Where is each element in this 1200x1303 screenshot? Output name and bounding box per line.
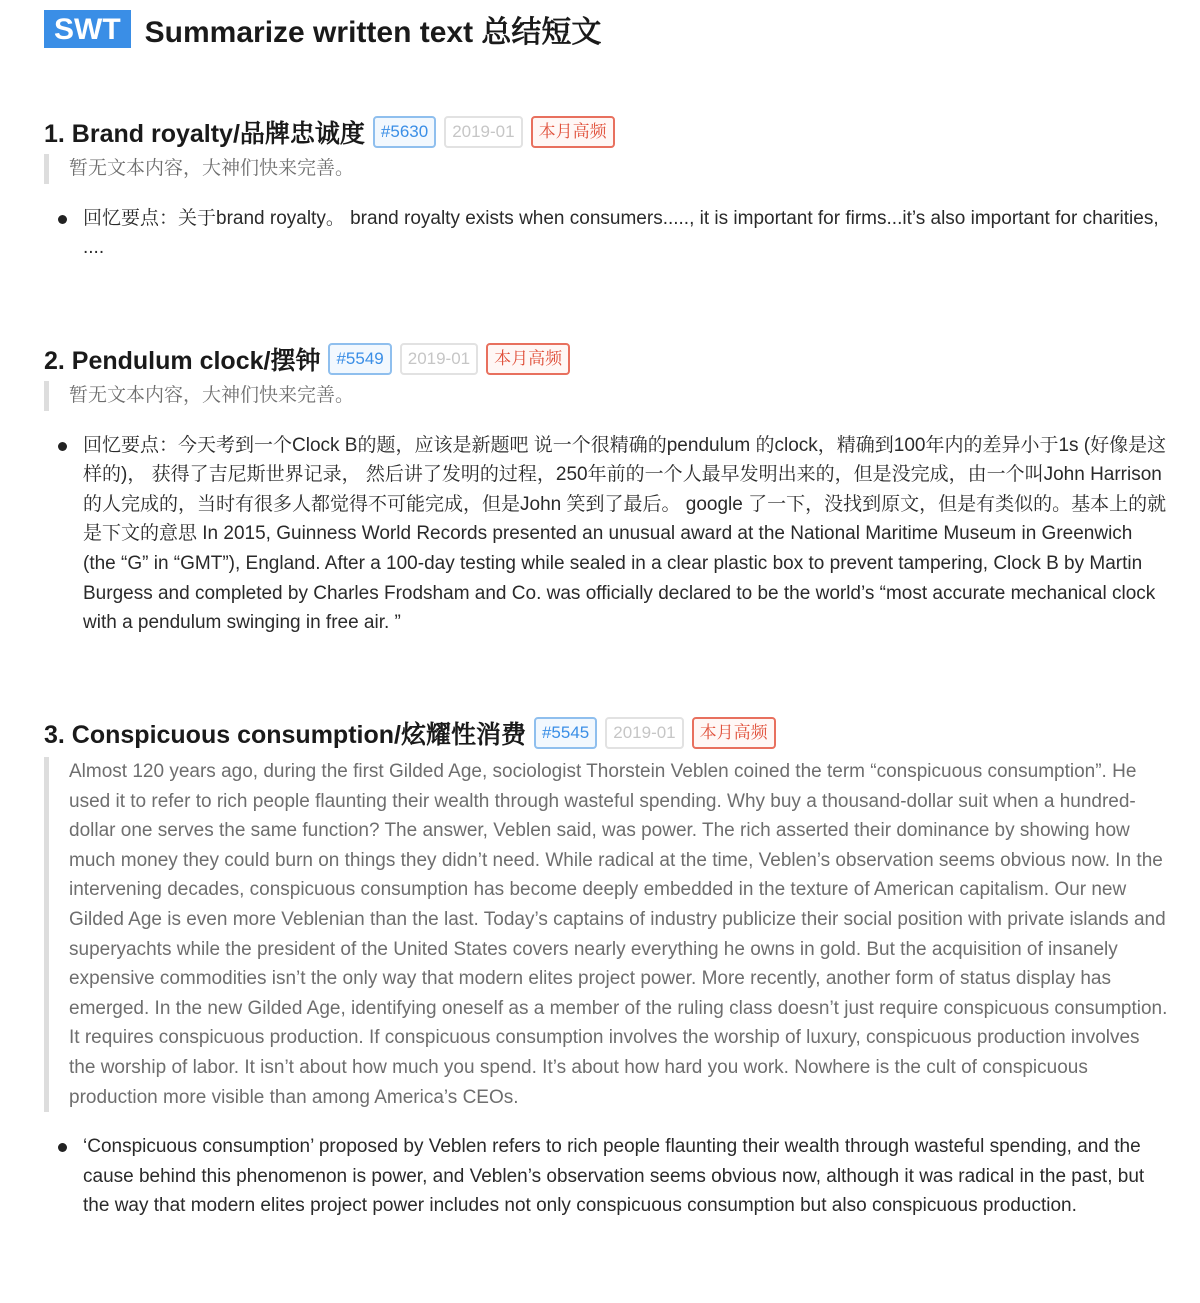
list-item [44,431,1169,638]
bullet-icon [58,1143,67,1152]
question-header [44,341,1169,377]
question-id-tag[interactable]: #5630 [373,116,436,148]
note-text: 回忆要点：今天考到一个Clock B的题，应该是新题吧 说一个很精确的pendulum 的clock，精确到100年内的差异小于1s (好像是这样的)， 获得了吉尼斯世界记录， 然后讲了发明的过程，250年前的一个人最早发明出来的，但是没完成，由一个叫John Harrison的人完成的，当时有很多人都觉得不可能完成，但是John 笑到了最后。 google 了一下，没找到原文，但是有类似的。基本上的就是下文的意思 In 2015, Guinness World Records presented an unusual award at the National Maritime Museum in Greenwich (the “G” in “GMT”), England. After a 100-day testing while sealed in a clear plastic box to prevent tampering, Clock B by Martin Burgess and completed by Charles Frodsham and Co. was officially declared to be the world’s “most accurate mechanical clock with a pendulum swinging in free air. ” [83,434,1167,634]
notes-list [44,1132,1169,1221]
question-id-tag[interactable]: #5549 [328,343,391,375]
page-title: Summarize written text 总结短文 [144,16,602,49]
question-section [44,114,1169,263]
bullet-icon [58,442,67,451]
source-text-quote: 暂无文本内容，大神们快来完善。 [44,381,1169,411]
page-header [44,7,601,51]
question-section [44,341,1169,638]
date-tag: 2019-01 [400,343,478,375]
notes-list [44,204,1169,263]
question-header [44,715,1169,751]
source-text-quote: Almost 120 years ago, during the first Gilded Age, sociologist Thorstein Veblen coined the term “conspicuous consumption”. He used it to refer to rich people flaunting their wealth through wasteful spending. Why buy a thousand-dollar suit when a hundred-dollar one serves the same function? The answer, Veblen said, was power. The rich asserted their dominance by showing how much money they could burn on things they didn’t need. While radical at the time, Veblen’s observation seems obvious now. In the intervening decades, conspicuous consumption has become deeply embedded in the texture of American capitalism. Our new Gilded Age is even more Veblenian than the last. Today’s captains of industry publicize their social position with private islands and superyachts while the president of the United States covers nearly everything he owns in gold. But the acquisition of insanely expensive commodities isn’t the only way that modern elites project power. More recently, another form of status display has emerged. In the new Gilded Age, identifying oneself as a member of the ruling class doesn’t just require conspicuous consumption. It requires conspicuous production. If conspicuous consumption involves the worship of luxury, conspicuous production involves the worship of labor. It isn’t about how much you spend. It’s about how hard you work. Nowhere is the cult of conspicuous production more visible than among America’s CEOs. [44,757,1169,1112]
list-item [44,1132,1169,1221]
question-id-tag[interactable]: #5545 [534,717,597,749]
date-tag: 2019-01 [605,717,683,749]
question-header [44,114,1169,150]
question-title[interactable]: 3. Conspicuous consumption/炫耀性消费 [44,721,526,749]
hot-tag: 本月高频 [486,343,570,375]
date-tag: 2019-01 [444,116,522,148]
note-text: 回忆要点：关于brand royalty。 brand royalty exists when consumers....., it is important for firms...it’s also important for charities, .... [83,207,1159,259]
question-section [44,715,1169,1221]
list-item [44,204,1169,263]
swt-badge: SWT [44,10,131,48]
question-title[interactable]: 1. Brand royalty/品牌忠诚度 [44,120,365,148]
hot-tag: 本月高频 [692,717,776,749]
note-text: ‘Conspicuous consumption’ proposed by Veblen refers to rich people flaunting their wealth through wasteful spending, and the cause behind this phenomenon is power, and Veblen’s observation seems obvious now, although it was radical in the past, but the way that modern elites project power includes not only conspicuous consumption but also conspicuous production. [83,1136,1145,1217]
source-text-quote: 暂无文本内容，大神们快来完善。 [44,154,1169,184]
bullet-icon [58,215,67,224]
notes-list [44,431,1169,638]
question-title[interactable]: 2. Pendulum clock/摆钟 [44,347,321,375]
hot-tag: 本月高频 [531,116,615,148]
